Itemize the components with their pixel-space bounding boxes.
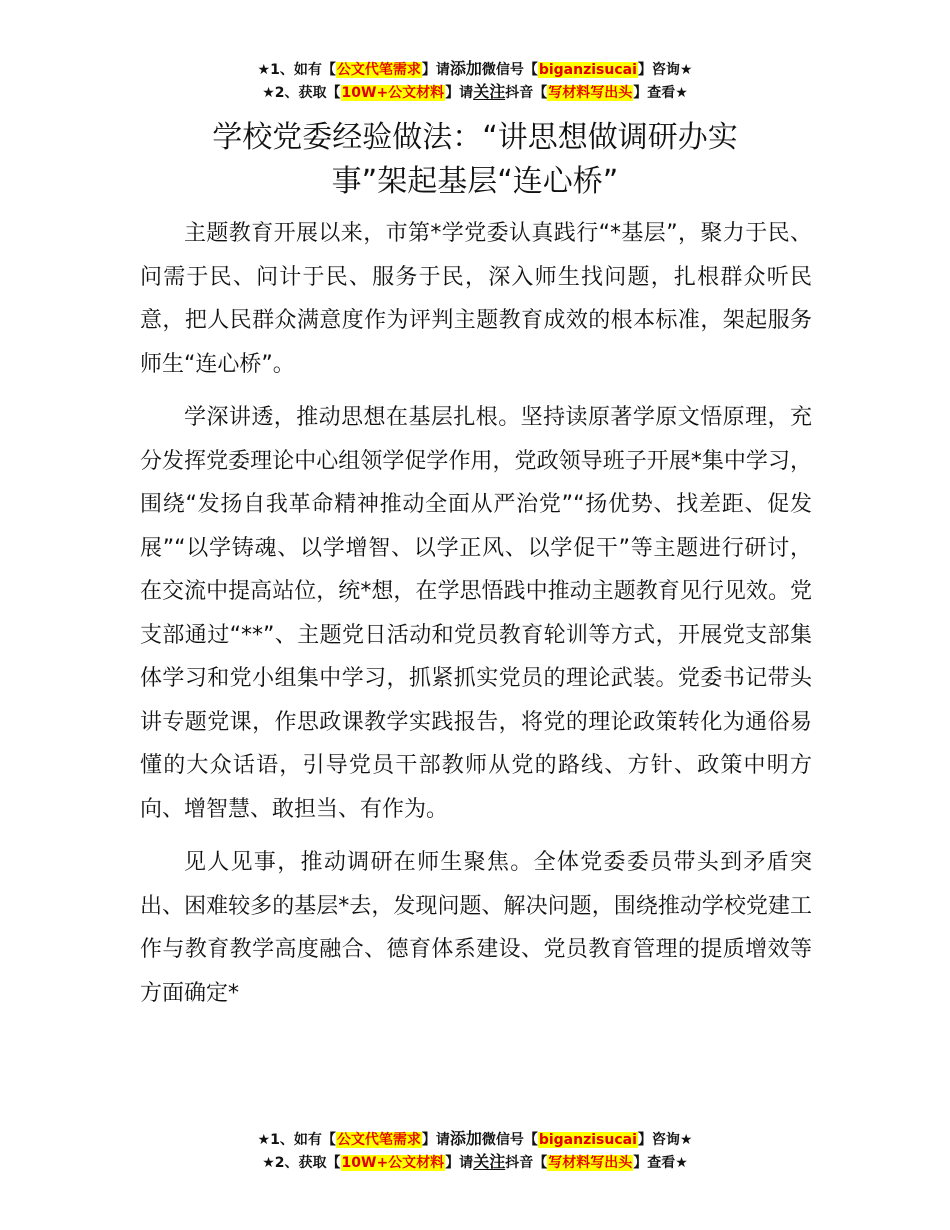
banner-emphasis: 添加 <box>449 59 482 78</box>
banner-line-2 <box>0 81 950 104</box>
banner-highlight: biganzisucai <box>538 1132 637 1148</box>
banner-text: ★1、如有【 <box>257 1132 336 1148</box>
banner-text: 】查看★ <box>633 85 688 101</box>
banner-highlight: 10W+公文材料 <box>341 85 445 101</box>
footer-banner <box>0 1128 950 1174</box>
banner-text: 】请 <box>421 62 450 78</box>
paragraph-2: 学深讲透，推动思想在基层扎根。坚持读原著学原文悟原理，充分发挥党委理论中心组领学促学作用，党政领导班子开展*集中学习，围绕“发扬自我革命精神推动全面从严治党”“扬优势、找差距、促发展”“以学铸魂、以学增智、以学正风、以学促干”等主题进行研讨，在交流中提高站位，统*想，在学思悟践中推动主题教育见行见效。党支部通过“**”、主题党日活动和党员教育轮训等方式，开展党支部集体学习和党小组集中学习，抓紧抓实党员的理论武装。党委书记带头讲专题党课，作思政课教学实践报告，将党的理论政策转化为通俗易懂的大众话语，引导党员干部教师从党的路线、方针、政策中明方向、增智慧、敢担当、有作为。 <box>140 405 812 822</box>
header-banner <box>0 58 950 104</box>
document-title <box>140 116 810 204</box>
banner-emphasis: 关注 <box>473 82 506 101</box>
banner-highlight: 写材料写出头 <box>548 1155 633 1171</box>
banner-line-1 <box>0 1128 950 1151</box>
banner-highlight: 写材料写出头 <box>548 85 633 101</box>
document-title-line-2: 事”架起基层“连心桥” <box>331 164 619 199</box>
banner-text: 抖音【 <box>505 1155 548 1171</box>
banner-text: 】请 <box>445 85 474 101</box>
banner-highlight: 公文代笔需求 <box>336 62 421 78</box>
banner-text: 抖音【 <box>505 85 548 101</box>
banner-text: 】咨询★ <box>637 1132 693 1148</box>
document-body <box>140 212 812 1025</box>
banner-line-2 <box>0 1151 950 1174</box>
banner-text: 】请 <box>421 1132 450 1148</box>
document-title-line-1: 学校党委经验做法：“讲思想做调研办实 <box>212 120 738 155</box>
banner-text: 】查看★ <box>633 1155 688 1171</box>
paragraph-3: 见人见事，推动调研在师生聚焦。全体党委委员带头到矛盾突出、困难较多的基层*去，发现问题、解决问题，围绕推动学校党建工作与教育教学高度融合、德育体系建设、党员教育管理的提质增效等方面确定* <box>140 850 812 1006</box>
paragraph-1: 主题教育开展以来，市第*学党委认真践行“*基层”，聚力于民、问需于民、问计于民、服务于民，深入师生找问题，扎根群众听民意，把人民群众满意度作为评判主题教育成效的根本标准，架起服务师生“连心桥”。 <box>140 221 812 377</box>
banner-highlight: biganzisucai <box>538 62 637 78</box>
banner-text: 微信号【 <box>481 62 538 78</box>
banner-text: ★2、获取【 <box>262 1155 341 1171</box>
banner-emphasis: 关注 <box>473 1152 506 1171</box>
banner-highlight: 公文代笔需求 <box>336 1132 421 1148</box>
banner-text: ★2、获取【 <box>262 85 341 101</box>
banner-text: 微信号【 <box>481 1132 538 1148</box>
banner-text: ★1、如有【 <box>257 62 336 78</box>
banner-text: 】请 <box>445 1155 474 1171</box>
banner-text: 】咨询★ <box>637 62 693 78</box>
banner-line-1 <box>0 58 950 81</box>
banner-highlight: 10W+公文材料 <box>341 1155 445 1171</box>
banner-emphasis: 添加 <box>449 1129 482 1148</box>
